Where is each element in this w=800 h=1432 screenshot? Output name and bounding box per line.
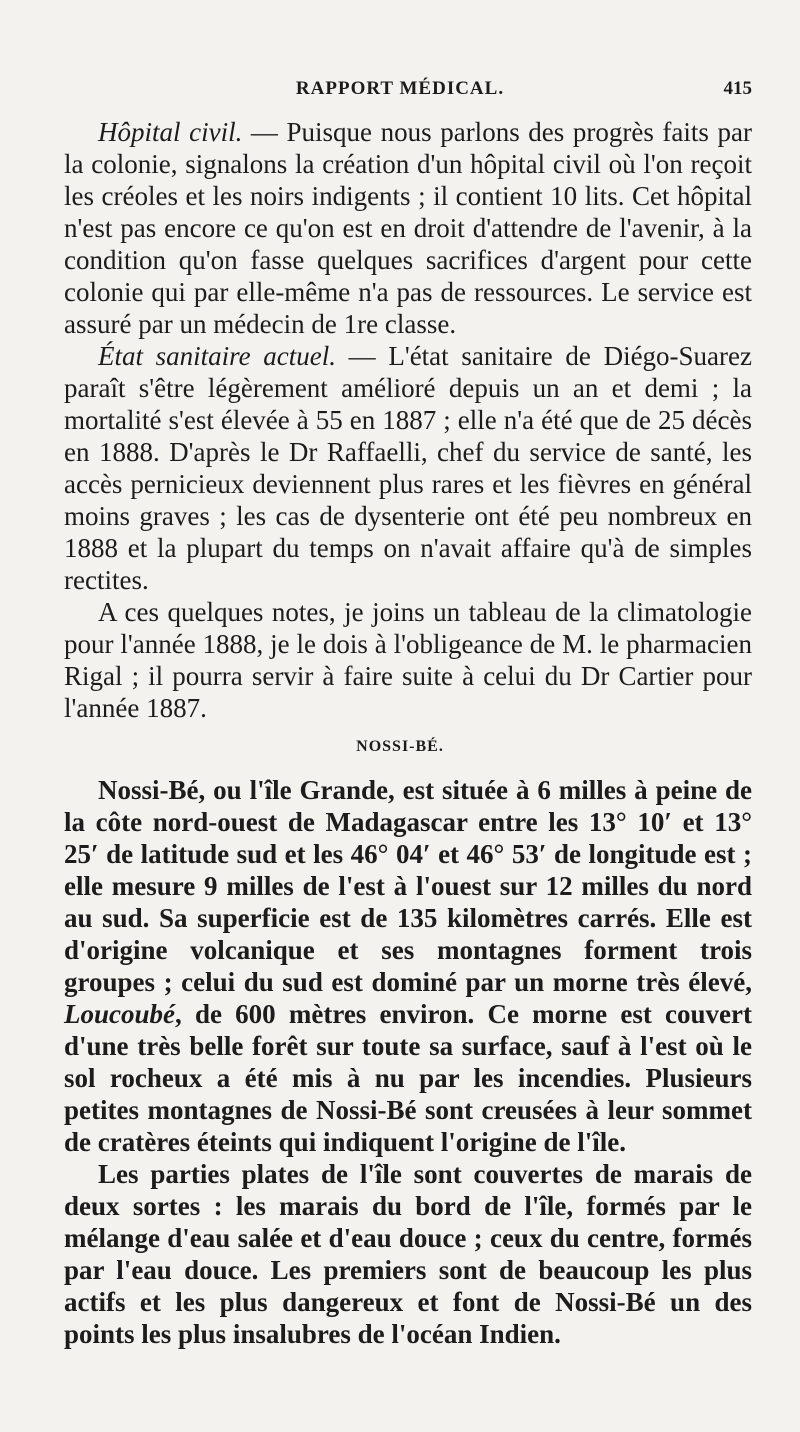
paragraph-lead: État sanitaire actuel. <box>98 341 337 371</box>
paragraph-nossi-be-marais <box>64 1158 752 1350</box>
place-name-loucoube: Loucoubé <box>64 999 175 1029</box>
text-block-diego-suarez <box>64 116 752 724</box>
paragraph-hopital-civil <box>64 116 752 340</box>
text-block-nossi-be <box>64 774 752 1350</box>
paragraph-text: — Puisque nous parlons des progrès faits par la colonie, signalons la création d'un hôpital civil où l'on reçoit les créoles et les noirs indigents ; il contient 10 lits. Cet hôpital n'est pas encore ce qu'on est en droit d'attendre de l'avenir, à la condition qu'on fasse quelques sacrifices d'argent pour cette colonie qui par elle-même n'a pas de ressources. Le service est assuré par un médecin de 1re classe. <box>64 117 752 339</box>
paragraph-etat-sanitaire <box>64 340 752 596</box>
paragraph-text: A ces quelques notes, je joins un tableau de la climatologie pour l'année 1888, je le dois à l'obligeance de M. le pharmacien Rigal ; il pourra servir à faire suite à celui du Dr Cartier pour l'année 1887. <box>64 597 752 723</box>
running-title: RAPPORT MÉDICAL. <box>295 78 505 99</box>
paragraph-text: , de 600 mètres environ. Ce morne est couvert d'une très belle forêt sur toute sa surface, sauf à l'est où le sol rocheux a été mis à nu par les incendies. Plusieurs petites montagnes de Nossi-Bé sont creusées à leur sommet de cratères éteints qui indiquent l'origine de l'île. <box>64 999 752 1157</box>
page-header <box>0 78 800 108</box>
paragraph-nossi-be-geography <box>64 774 752 1158</box>
paragraph-text: Nossi-Bé, ou l'île Grande, est située à 6 milles à peine de la côte nord-ouest de Madagascar entre les 13° 10′ et 13° 25′ de latitude sud et les 46° 04′ et 46° 53′ de longitude est ; elle mesure 9 milles de l'est à l'ouest sur 12 milles du nord au sud. Sa superficie est de 135 kilomètres carrés. Elle est d'origine volcanique et ses montagnes forment trois groupes ; celui du sud est dominé par un morne très élevé, <box>64 775 752 997</box>
page-number: 415 <box>723 78 752 99</box>
paragraph-lead: Hôpital civil. <box>98 117 243 147</box>
paragraph-text: Les parties plates de l'île sont couvertes de marais de deux sortes : les marais du bord de l'île, formés par le mélange d'eau salée et d'eau douce ; ceux du centre, formés par l'eau douce. Les premiers sont de beaucoup les plus actifs et les plus dangereux et font de Nossi-Bé un des points les plus insalubres de l'océan Indien. <box>64 1159 752 1349</box>
section-title: NOSSI-BÉ. <box>356 738 444 755</box>
paragraph-climatologie <box>64 596 752 724</box>
paragraph-text: — L'état sanitaire de Diégo-Suarez paraît s'être légèrement amélioré depuis un an et demi ; la mortalité s'est élevée à 55 en 1887 ; elle n'a été que de 25 décès en 1888. D'après le Dr Raffaelli, chef du service de santé, les accès pernicieux deviennent plus rares et les fièvres en général moins graves ; les cas de dysenterie ont été peu nombreux en 1888 et la plupart du temps on n'avait affaire qu'à de simples rectites. <box>64 341 753 595</box>
